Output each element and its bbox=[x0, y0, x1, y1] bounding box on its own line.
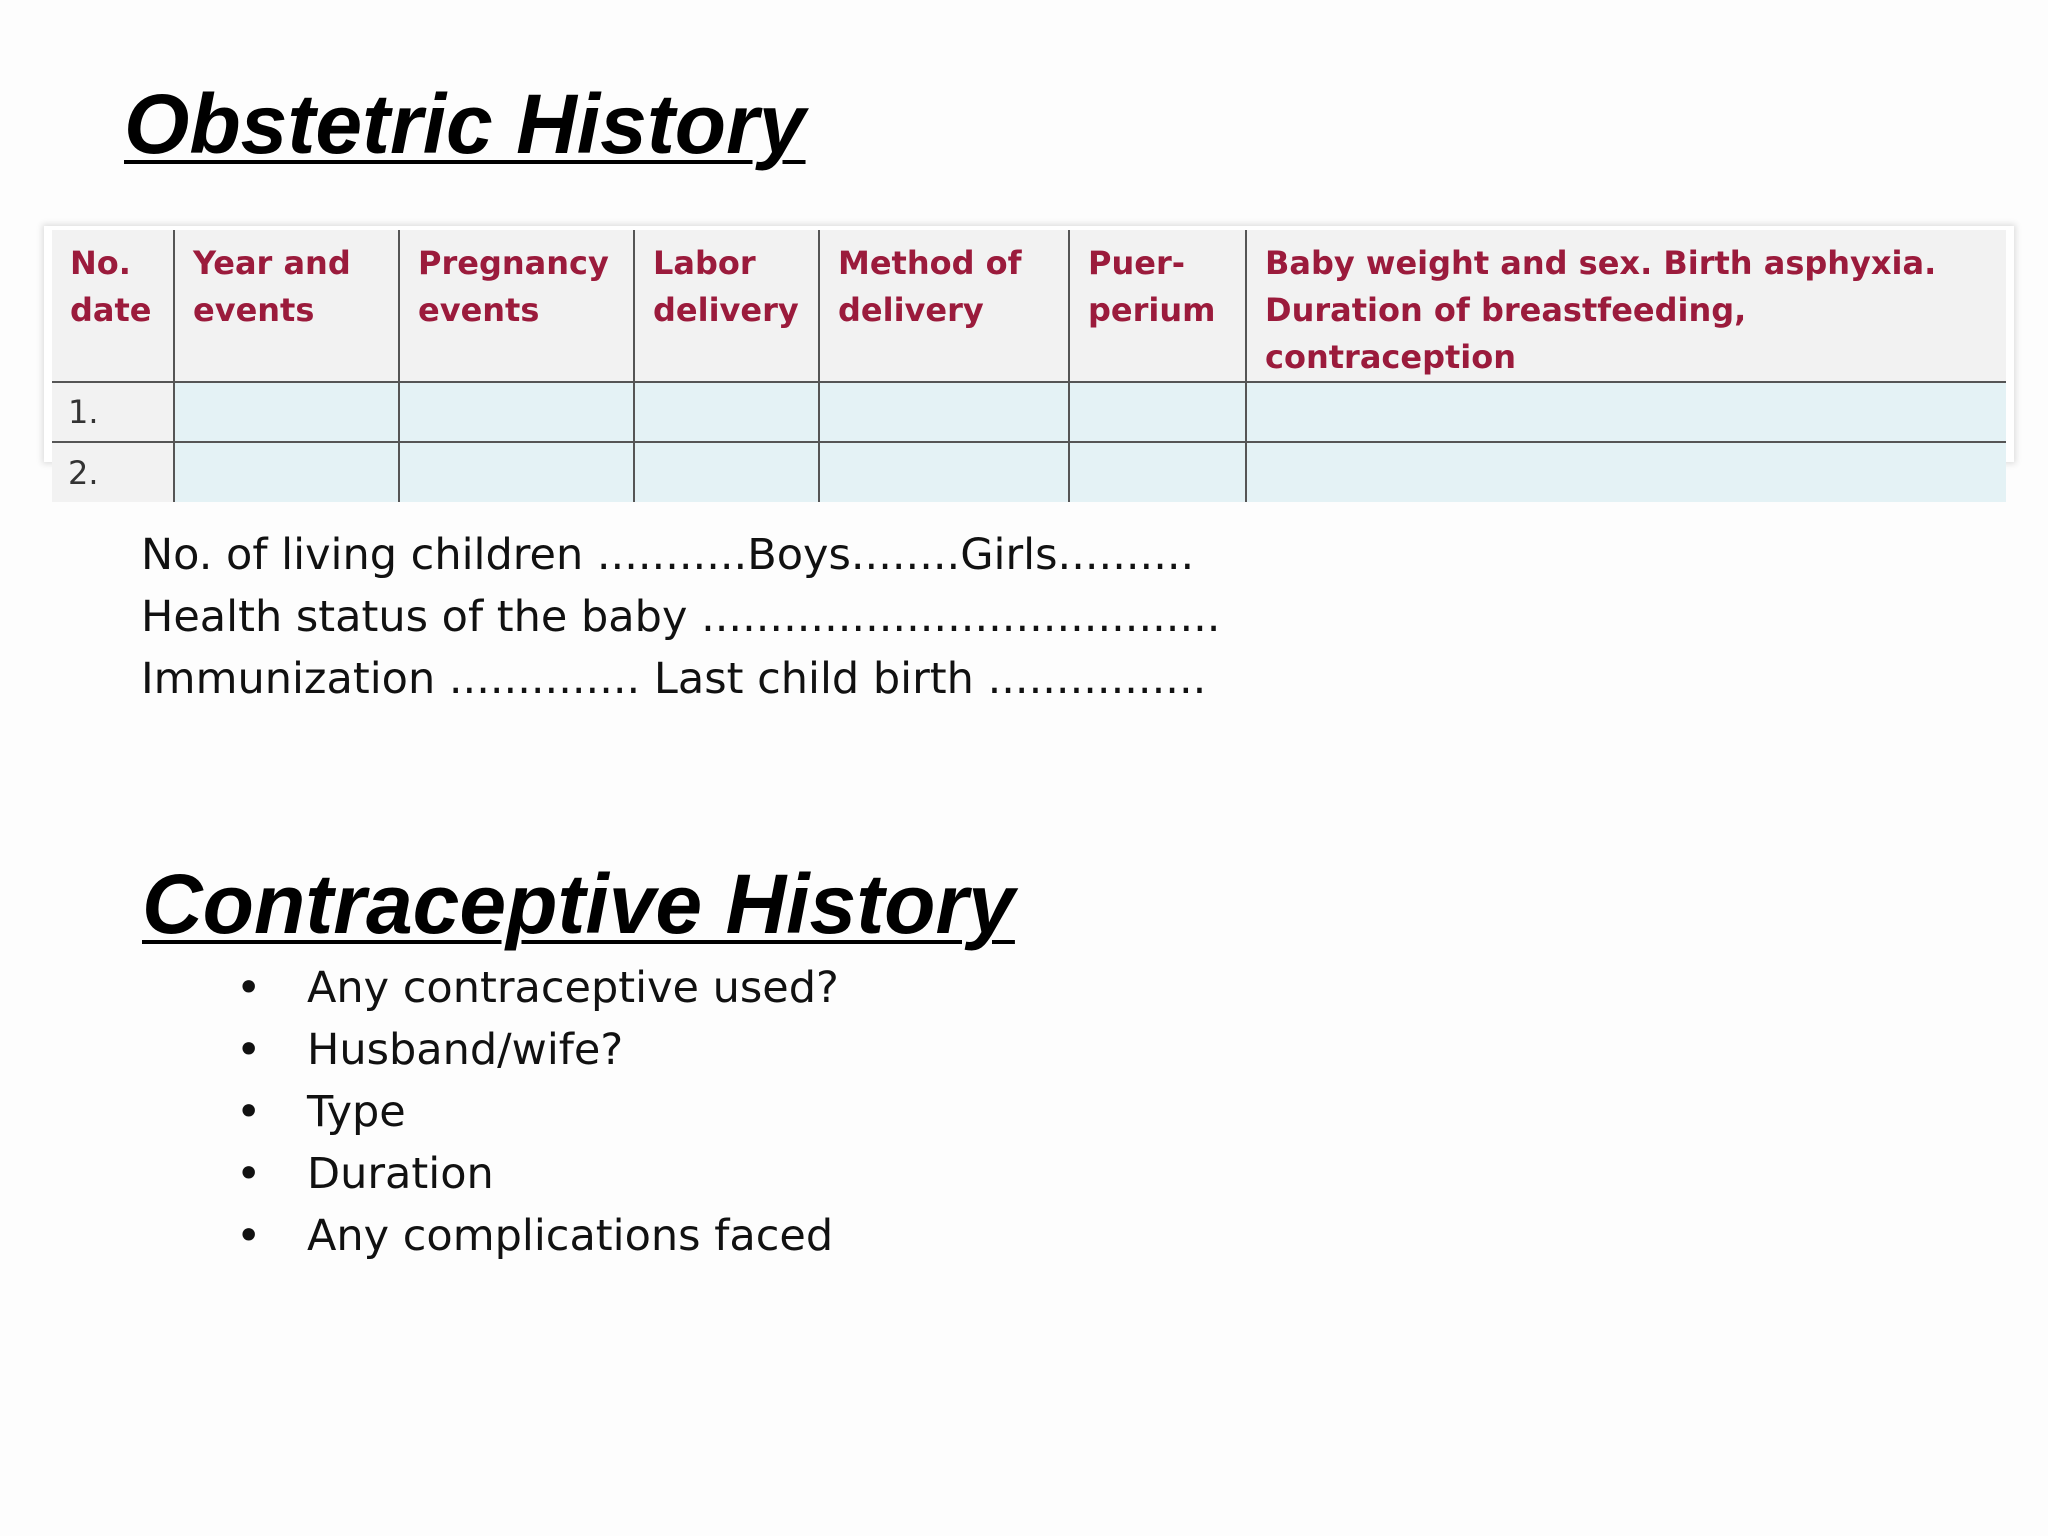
bullet-icon: • bbox=[236, 1025, 262, 1075]
table-row bbox=[52, 382, 2006, 442]
header-method-of-delivery: Method of delivery bbox=[819, 230, 1069, 382]
obstetric-history-title: Obstetric History bbox=[124, 77, 806, 171]
list-item: • Duration bbox=[236, 1143, 839, 1205]
table-cell: 2. bbox=[52, 442, 174, 502]
header-pregnancy-events: Pregnancy events bbox=[399, 230, 634, 382]
obstetric-table-card bbox=[44, 226, 2014, 492]
table-cell bbox=[1246, 382, 2006, 442]
contraceptive-history-title: Contraceptive History bbox=[142, 857, 1015, 951]
table-cell bbox=[399, 382, 634, 442]
header-labor-delivery: Labor delivery bbox=[634, 230, 819, 382]
table-cell bbox=[819, 382, 1069, 442]
table-cell bbox=[1246, 442, 2006, 502]
table-cell bbox=[174, 382, 399, 442]
obstetric-fields bbox=[141, 524, 1220, 710]
header-year-events: Year and events bbox=[174, 230, 399, 382]
contraceptive-list bbox=[236, 957, 839, 1267]
table-cell bbox=[634, 442, 819, 502]
table-cell bbox=[399, 442, 634, 502]
list-item: • Any complications faced bbox=[236, 1205, 839, 1267]
table-cell bbox=[1069, 442, 1246, 502]
table-row bbox=[52, 442, 2006, 502]
immunization-line: Immunization .............. Last child birth ................ bbox=[141, 654, 1207, 704]
list-item: • Any contraceptive used? bbox=[236, 957, 839, 1019]
table-cell bbox=[1069, 382, 1246, 442]
obstetric-history-table bbox=[52, 230, 2006, 502]
list-item: • Husband/wife? bbox=[236, 1019, 839, 1081]
list-item: • Type bbox=[236, 1081, 839, 1143]
bullet-icon: • bbox=[236, 1149, 262, 1199]
table-cell bbox=[634, 382, 819, 442]
table-header-row bbox=[52, 230, 2006, 382]
bullet-icon: • bbox=[236, 1087, 262, 1137]
table-cell bbox=[174, 442, 399, 502]
header-no-date: No. date bbox=[52, 230, 174, 382]
header-baby-weight: Baby weight and sex. Birth asphyxia. Duration of breastfeeding, contraception bbox=[1246, 230, 2006, 382]
health-status-line: Health status of the baby ...................................... bbox=[141, 592, 1221, 642]
table-cell: 1. bbox=[52, 382, 174, 442]
bullet-icon: • bbox=[236, 1211, 262, 1261]
bullet-icon: • bbox=[236, 963, 262, 1013]
header-puerperium: Puer- perium bbox=[1069, 230, 1246, 382]
table-cell bbox=[819, 442, 1069, 502]
living-children-line: No. of living children ...........Boys........Girls.......... bbox=[141, 530, 1195, 580]
